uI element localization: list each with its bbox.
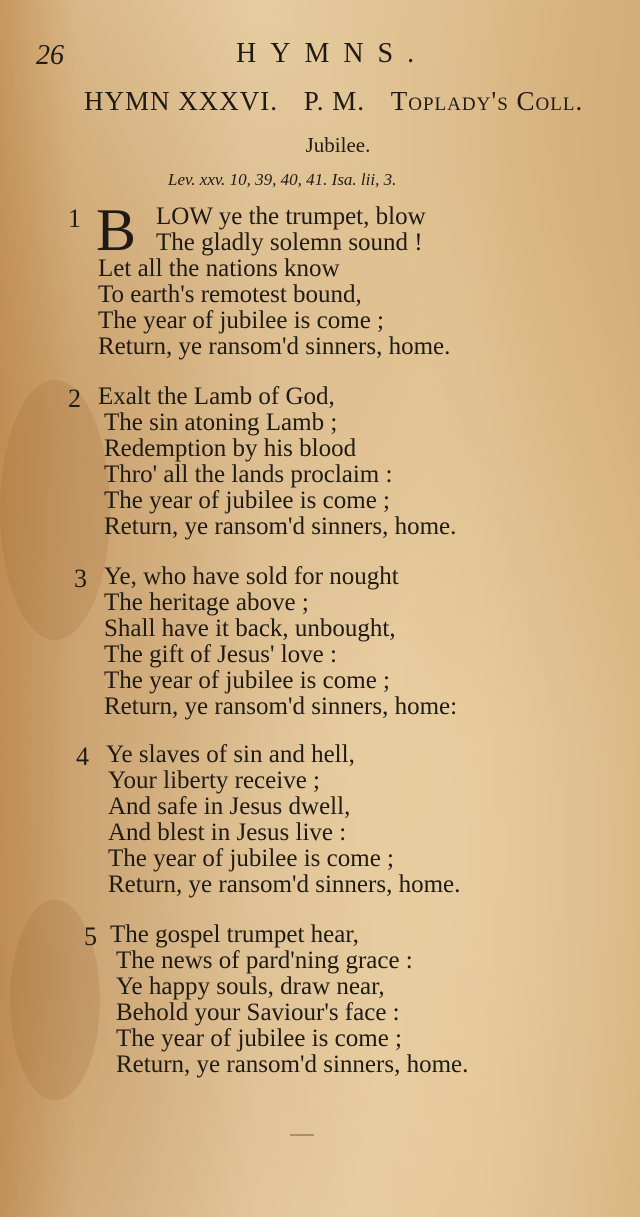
verse-line: The heritage above ; — [104, 589, 309, 616]
verse-line: Shall have it back, unbought, — [104, 615, 396, 642]
verse-line: The gospel trumpet hear, — [110, 921, 359, 948]
verse-line: Exalt the Lamb of God, — [98, 383, 335, 410]
drop-cap: B — [96, 197, 137, 263]
verse-line: Behold your Saviour's face : — [116, 999, 400, 1026]
verse-number: 3 — [74, 564, 87, 593]
verse-line: Return, ye ransom'd sinners, home. — [98, 333, 451, 360]
verse-line: To earth's remotest bound, — [98, 281, 362, 308]
verse-line: The news of pard'ning grace : — [116, 947, 413, 974]
verse-line: Return, ye ransom'd sinners, home. — [104, 513, 457, 540]
tune-name: Jubilee. — [305, 133, 371, 157]
scripture-reference: Lev. xxv. 10, 39, 40, 41. Isa. lii, 3. — [168, 170, 397, 189]
verse-number: 4 — [76, 742, 89, 771]
verse-line: And safe in Jesus dwell, — [108, 793, 351, 820]
hymn-meter: P. M. — [303, 86, 366, 116]
verse-line: The sin atoning Lamb ; — [104, 409, 338, 436]
verse-line: The year of jubilee is come ; — [116, 1025, 402, 1052]
verse-line: The year of jubilee is come ; — [104, 667, 390, 694]
verse-number: 1 — [68, 204, 81, 233]
paper-stain — [0, 380, 110, 640]
verse-line: Your liberty receive ; — [108, 767, 320, 794]
verse-line: Ye happy souls, draw near, — [116, 973, 385, 1000]
verse-line: Ye slaves of sin and hell, — [106, 741, 355, 768]
verse-line: Return, ye ransom'd sinners, home. — [116, 1051, 469, 1078]
ink-mark — [290, 1134, 314, 1136]
running-head: HYMNS. — [236, 38, 429, 69]
verse-line: Return, ye ransom'd sinners, home. — [108, 871, 461, 898]
hymn-number: HYMN XXXVI. — [84, 86, 278, 116]
verse-line: Let all the nations know — [98, 255, 340, 282]
page-number: 26 — [36, 40, 64, 71]
verse-number: 5 — [84, 922, 97, 951]
verse-line: And blest in Jesus live : — [108, 819, 347, 846]
verse-line: Ye, who have sold for nought — [104, 563, 399, 590]
verse-line: The year of jubilee is come ; — [108, 845, 394, 872]
verse-line: Return, ye ransom'd sinners, home: — [104, 693, 458, 720]
verse-line: Thro' all the lands proclaim : — [104, 461, 393, 488]
verse-line: The year of jubilee is come ; — [98, 307, 384, 334]
verse-line: The year of jubilee is come ; — [104, 487, 390, 514]
verse-number: 2 — [68, 384, 81, 413]
hymn-source: Toplady's Coll. — [390, 86, 584, 116]
verse-line: LOW ye the trumpet, blow — [156, 203, 426, 230]
verse-line: The gladly solemn sound ! — [156, 229, 423, 256]
verse-line: Redemption by his blood — [104, 435, 357, 462]
hymn-title — [84, 86, 583, 117]
verse-line: The gift of Jesus' love : — [104, 641, 337, 668]
